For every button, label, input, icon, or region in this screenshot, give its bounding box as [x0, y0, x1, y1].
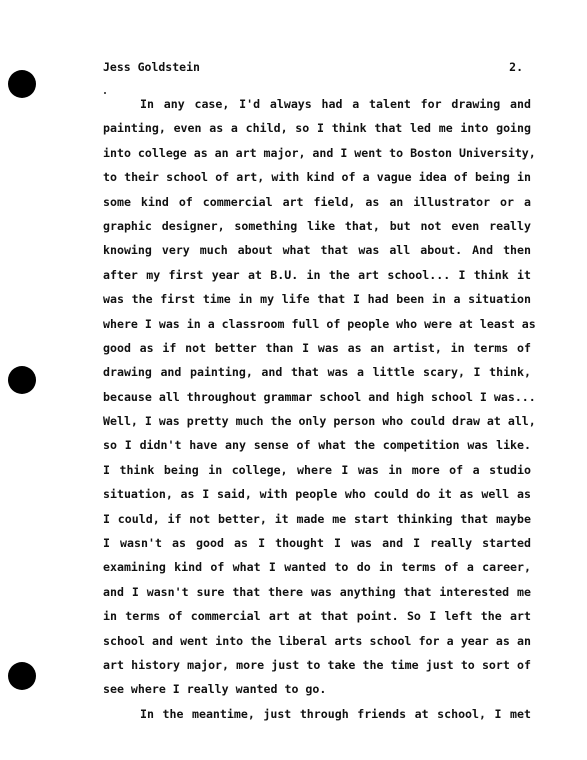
text-line: In the meantime, just through friends at school, I met: [140, 706, 531, 721]
text-line: was the first time in my life that I had been in a situation: [103, 292, 531, 307]
text-line: some kind of commercial art field, as an illustrator or a: [103, 194, 531, 209]
text-line: to their school of art, with kind of a vague idea of being in: [103, 170, 531, 185]
text-line: graphic designer, something like that, but not even really: [103, 218, 531, 233]
text-line: good as if not better than I was as an artist, in terms of: [103, 340, 531, 355]
text-line: I could, if not better, it made me start thinking that maybe: [103, 511, 531, 526]
text-line: I wasn't as good as I thought I was and I really started: [103, 536, 531, 551]
text-line: painting, even as a child, so I think that led me into going: [103, 121, 531, 136]
text-line: drawing and painting, and that was a little scary, I think,: [103, 365, 531, 380]
text-line: and I wasn't sure that there was anything that interested me: [103, 584, 531, 599]
text-line: I think being in college, where I was in more of a studio: [103, 462, 531, 477]
binder-hole-top: [8, 70, 36, 98]
author-name: Jess Goldstein: [103, 60, 200, 74]
text-line: Well, I was pretty much the only person who could draw at all,: [103, 414, 536, 429]
page-number: 2.: [509, 60, 523, 74]
binder-hole-bottom: [8, 662, 36, 690]
text-line: into college as an art major, and I went to Boston University,: [103, 145, 536, 160]
text-line: school and went into the liberal arts school for a year as an: [103, 633, 531, 648]
text-line: examining kind of what I wanted to do in terms of a career,: [103, 560, 531, 575]
text-line: situation, as I said, with people who could do it as well as: [103, 487, 531, 502]
text-line: where I was in a classroom full of people who were at least as: [103, 316, 536, 331]
text-line: so I didn't have any sense of what the competition was like.: [103, 438, 531, 453]
text-line: In any case, I'd always had a talent for drawing and: [140, 97, 531, 111]
paragraph: [103, 702, 531, 726]
paragraph: [103, 92, 536, 702]
text-line: art history major, more just to take the time just to sort of: [103, 657, 531, 672]
text-line: in terms of commercial art at that point. So I left the art: [103, 609, 531, 624]
binder-hole-middle: [8, 366, 36, 394]
text-line: knowing very much about what that was all about. And then: [103, 243, 531, 258]
text-line: after my first year at B.U. in the art school... I think it: [103, 267, 531, 282]
text-line: see where I really wanted to go.: [103, 682, 327, 697]
text-line: because all throughout grammar school and high school I was...: [103, 389, 536, 404]
transcript-body: [103, 92, 536, 726]
